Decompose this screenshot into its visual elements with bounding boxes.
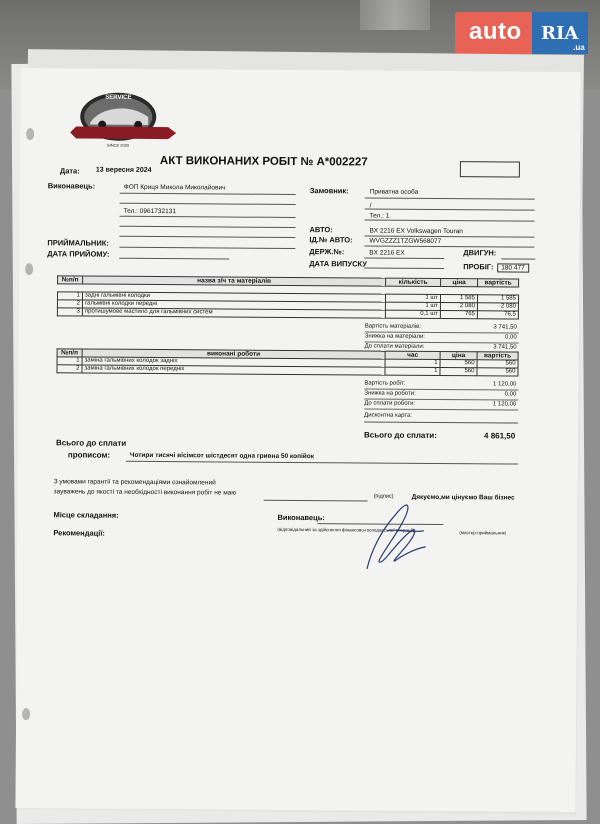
table-cell: 2 080 xyxy=(440,302,477,310)
table-cell: 1 585 xyxy=(440,294,477,302)
table-cell: 1 xyxy=(57,357,82,365)
table-cell xyxy=(58,284,83,292)
table-cell: 560 xyxy=(440,367,477,375)
mileage-value: 180 477 xyxy=(497,263,529,272)
customer-phone: Тел.: 1 xyxy=(369,212,390,220)
in-words-value: Чотири тисячі вісімсот шістдесят одна гривна 50 копійок xyxy=(129,451,315,461)
logo-top-text: SERVICE xyxy=(105,94,132,101)
table-cell: 1 585 xyxy=(477,295,518,303)
works-header-n: №п/п xyxy=(57,349,82,357)
number-stamp-box xyxy=(460,161,520,177)
table-cell: 3 xyxy=(57,308,82,316)
date-label: Дата: xyxy=(59,166,80,176)
table-cell: заміна гальмівних колодок передніх xyxy=(82,365,385,375)
executor-label: Виконавець: xyxy=(47,181,96,191)
logo-bottom-text: SINCE 2020 xyxy=(106,142,130,148)
auto-value: BX 2216 EX Volkswagen Touran xyxy=(369,227,463,236)
receive-date-label: ДАТА ПРИЙОМУ: xyxy=(47,249,110,259)
works-header-time: час xyxy=(385,351,440,359)
works-totals: Вартість робіт: 1 120,00 Знижка на роботи: 0,00 До сплати роботи: 1 120,00 xyxy=(364,379,518,410)
table-cell: гальмівні колодки передні xyxy=(82,300,385,310)
table-cell: 560 xyxy=(440,359,477,367)
parts-table xyxy=(57,275,519,319)
executor-sign-hint: (відповідальний за здійснення фінансово-господарської операції) xyxy=(277,526,415,533)
works-table xyxy=(56,348,518,376)
table-cell: 1 xyxy=(57,292,82,300)
works-header-total: вартість xyxy=(477,352,518,360)
reg-label: ДЕРЖ.№: xyxy=(309,247,345,257)
engine-label: ДВИГУН: xyxy=(463,248,497,258)
receiver-label: ПРИЙМАЛЬНИК: xyxy=(47,238,109,248)
works-header-name: виконані роботи xyxy=(82,349,385,359)
works-header-price: ціна xyxy=(440,351,477,359)
parts-header-qty: кількість xyxy=(386,278,441,286)
parts-header-name: назва з/ч та матеріалів xyxy=(83,276,386,286)
discount-card-label: Дисконтна карта: xyxy=(364,412,413,419)
customer-label: Замовник: xyxy=(309,186,349,196)
executor-sign-label: Виконавець: xyxy=(277,512,325,523)
executor-phone: Тел.: 0961732131 xyxy=(123,207,176,216)
reg-value: BX 2216 EX xyxy=(369,249,405,257)
terms-signature-hint: (підпис) xyxy=(373,493,394,500)
plastic-sleeve xyxy=(360,0,430,30)
parts-header-n: №п/п xyxy=(58,276,83,284)
watermark-ria-text: RIA xyxy=(540,22,579,44)
table-cell: 560 xyxy=(477,360,518,368)
table-cell: 560 xyxy=(477,368,518,376)
table-cell: протишумове мастило для гальмівних систем xyxy=(82,308,385,318)
watermark-auto-text: auto xyxy=(455,12,532,54)
recommendations-label: Рекомендації: xyxy=(53,528,105,538)
watermark-ua-text: .ua xyxy=(573,43,585,52)
customer-slash: / xyxy=(369,202,372,210)
grand-total-value: 4 861,50 xyxy=(484,431,516,441)
in-words-label-2: прописом: xyxy=(67,450,111,460)
table-cell: 765 xyxy=(440,310,477,318)
handwritten-signature-icon xyxy=(337,490,448,581)
table-cell xyxy=(441,286,478,294)
terms-line-1: З умовами гарантії та рекомендаціями ознайомлений xyxy=(53,478,216,487)
auto-ria-watermark xyxy=(455,12,588,54)
table-cell xyxy=(478,287,519,295)
date-value: 13 вересня 2024 xyxy=(95,166,152,174)
table-cell: 1 шт xyxy=(385,302,440,310)
vin-value: WVGZZZ1TZGW568077 xyxy=(369,237,442,245)
place-label: Місце складання: xyxy=(53,510,119,520)
watermark-ria-box xyxy=(532,12,588,54)
grand-total-label: Всього до сплати: xyxy=(364,430,437,440)
service-logo-icon xyxy=(68,86,180,151)
table-cell: 2 080 xyxy=(477,303,518,311)
table-cell: задні гальмівні колодки xyxy=(82,292,385,302)
terms-line-2: зауважень до якості та необхідності виконання робіт не маю xyxy=(53,488,237,497)
parts-totals: Вартість матеріалів: 3 741,50 Знижка на матеріали: 0,00 До сплати матеріали: 3 741,50 xyxy=(365,322,519,353)
table-cell: заміна гальмівних колодок задніх xyxy=(82,357,385,367)
parts-header-total: вартість xyxy=(478,279,519,287)
thanks-text: Дякуємо,ми цінуємо Ваш бізнес xyxy=(411,493,515,502)
table-cell: 2 xyxy=(57,365,82,373)
table-cell: 1 xyxy=(385,367,440,375)
master-hint: (мастер-приймальник) xyxy=(459,530,507,536)
table-cell: 1 xyxy=(385,359,440,367)
table-cell: 76,5 xyxy=(477,311,518,319)
table-cell: 1 шт xyxy=(385,294,440,302)
table-cell: 2 xyxy=(57,300,82,308)
table-cell: 0,1 шт xyxy=(385,310,440,318)
in-words-label-1: Всього до сплати xyxy=(55,438,127,448)
auto-label: АВТО: xyxy=(309,225,333,235)
vin-label: ІД.№ АВТО: xyxy=(309,235,353,245)
document-title: АКТ ВИКОНАНИХ РОБІТ № А*002227 xyxy=(159,155,368,169)
parts-header-price: ціна xyxy=(441,278,478,286)
document-sheet xyxy=(15,68,580,812)
customer-name: Приватна особа xyxy=(369,188,419,196)
executor-name: ФОП Криця Микола Миколайович xyxy=(123,183,226,192)
mileage-label: ПРОБІГ: xyxy=(463,262,494,272)
year-label: ДАТА ВИПУСКУ xyxy=(309,259,367,269)
